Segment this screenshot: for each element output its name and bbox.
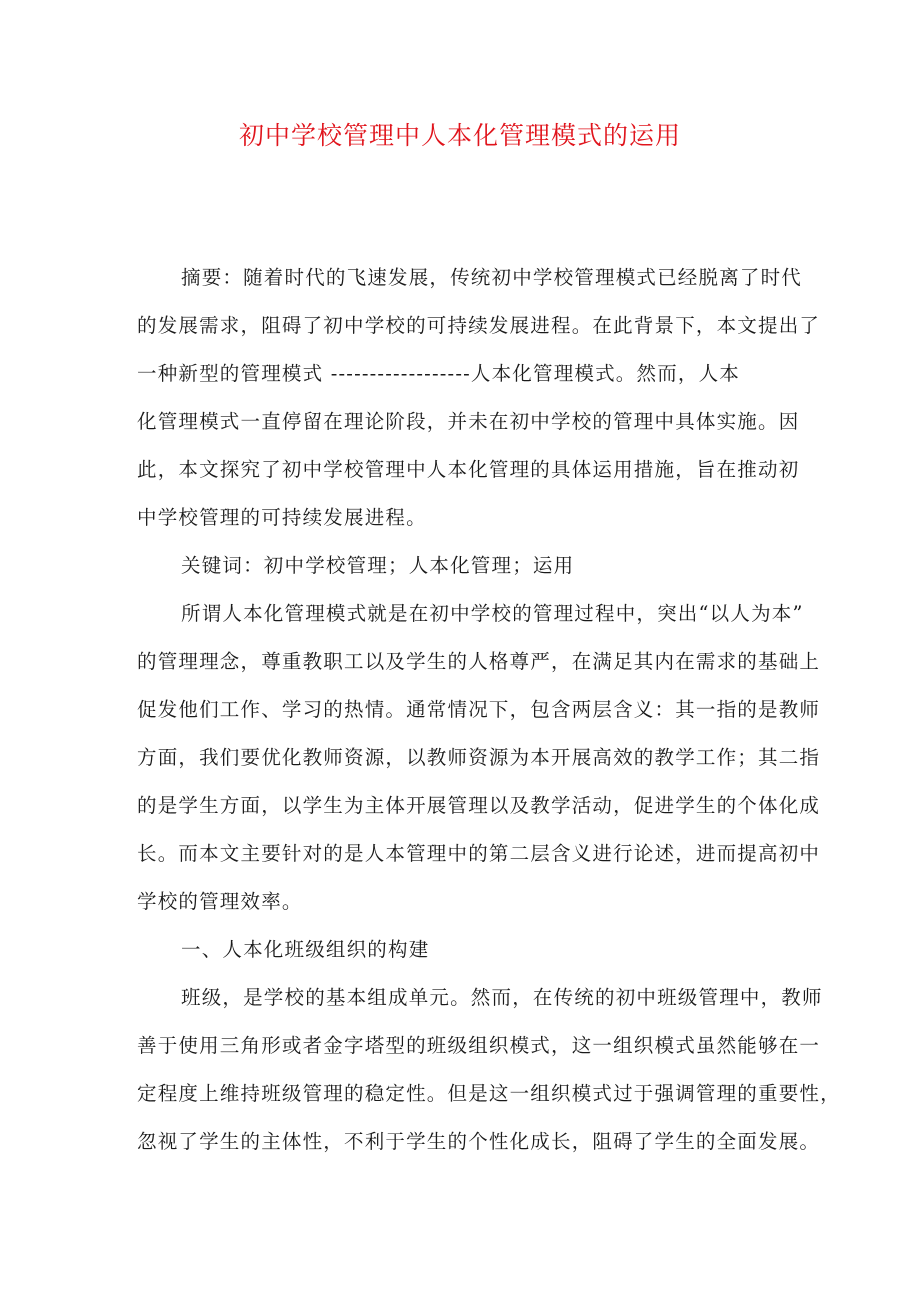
body-line-6: 长。而本文主要针对的是人本管理中的第二层含义进行论述，进而提高初中 bbox=[137, 842, 821, 865]
body-line-4: 方面，我们要优化教师资源，以教师资源为本开展高效的教学工作；其二指 bbox=[137, 746, 821, 769]
section-line-3: 定程度上维持班级管理的稳定性。但是这一组织模式过于强调管理的重要性， bbox=[137, 1082, 841, 1105]
body-line-1: 所谓人本化管理模式就是在初中学校的管理过程中，突出“以人为本” bbox=[181, 602, 804, 625]
body-line-2: 的管理理念，尊重教职工以及学生的人格尊严，在满足其内在需求的基础上 bbox=[137, 650, 821, 673]
section-heading: 一、人本化班级组织的构建 bbox=[181, 938, 430, 961]
abstract-line-6: 中学校管理的可持续发展进程。 bbox=[137, 506, 427, 529]
body-line-7: 学校的管理效率。 bbox=[137, 890, 303, 913]
section-line-2: 善于使用三角形或者金字塔型的班级组织模式，这一组织模式虽然能够在一 bbox=[137, 1034, 821, 1057]
section-line-4: 忽视了学生的主体性，不利于学生的个性化成长，阻碍了学生的全面发展。 bbox=[137, 1130, 821, 1153]
document-title: 初中学校管理中人本化管理模式的运用 bbox=[238, 121, 681, 150]
keywords-line: 关键词：初中学校管理；人本化管理；运用 bbox=[181, 554, 575, 577]
body-line-5: 的是学生方面，以学生为主体开展管理以及教学活动，促进学生的个体化成 bbox=[137, 794, 821, 817]
body-line-3: 促发他们工作、学习的热情。通常情况下，包含两层含义：其一指的是教师 bbox=[137, 698, 821, 721]
abstract-line-5: 此，本文探究了初中学校管理中人本化管理的具体运用措施，旨在推动初 bbox=[137, 458, 800, 481]
section-line-1: 班级，是学校的基本组成单元。然而，在传统的初中班级管理中，教师 bbox=[181, 986, 823, 1009]
abstract-line-2: 的发展需求，阻碍了初中学校的可持续发展进程。在此背景下，本文提出了 bbox=[137, 314, 821, 337]
abstract-line-1: 摘要：随着时代的飞速发展，传统初中学校管理模式已经脱离了时代 bbox=[181, 266, 803, 289]
abstract-line-3: 一种新型的管理模式 ------------------人本化管理模式。然而，人本 bbox=[137, 362, 740, 385]
abstract-line-4: 化管理模式一直停留在理论阶段，并未在初中学校的管理中具体实施。因 bbox=[137, 410, 800, 433]
